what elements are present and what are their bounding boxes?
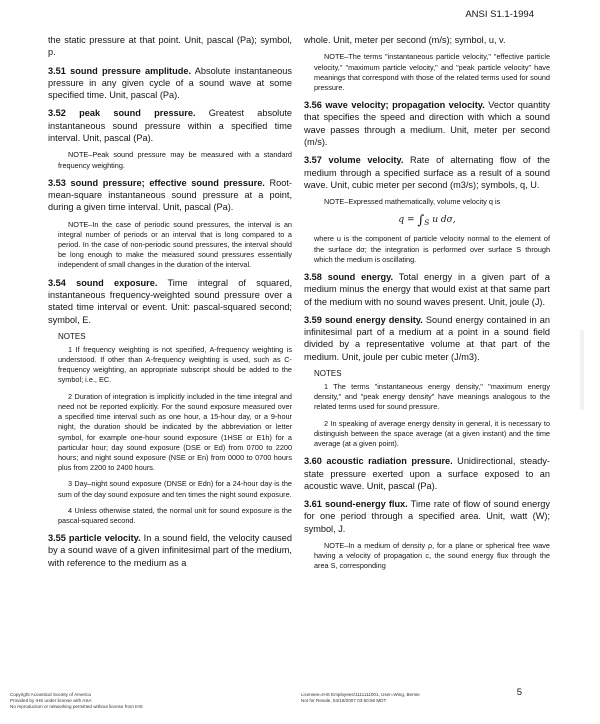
- term-3-60: [304, 455, 550, 492]
- carry-over-text: whole. Unit, meter per second (m/s); symbol, u, v.: [304, 35, 506, 45]
- term-3-56: [304, 99, 550, 148]
- integral-sign: ∫: [417, 213, 425, 229]
- term-heading: 3.52 peak sound pressure.: [48, 108, 196, 119]
- term-heading: 3.60 acoustic radiation pressure.: [304, 456, 453, 467]
- term-heading: 3.61 sound-energy flux.: [304, 499, 408, 510]
- term-definition: Absolute instantaneous pressure in any given cycle of a sound wave at some specified time. Unit, pascal (Pa).: [48, 65, 292, 101]
- note-2: 2 Duration of integration is implicitly included in the time integral and need not be reported explicitly. For the sound exposure measured over a specified time interval such as one hour, a 15-hour day, or a 9-hour night, the duration should be indicated by the abbreviation or letter symbol, for example one-hour sound exposure (1HSE or E1h) for a particular hour; day sound exposure (DSE or Ed) from 0700 to 2200 hours; and night sound exposure (NSE or En) from 0000 to 0700 hours plus from 2200 to 2400 hours.: [58, 391, 292, 473]
- term-heading: 3.55 particle velocity.: [48, 533, 141, 544]
- term-definition: Rate of alternating flow of the medium through a specified surface as a result of a sound wave. Unit, cubic meter per second (m3/s); symbols, q, U.: [304, 155, 550, 190]
- term-3-53: [48, 177, 292, 214]
- carry-over-text: the static pressure at that point. Unit, pascal (Pa); symbol, p.: [48, 35, 292, 58]
- term-3-55: [48, 532, 292, 569]
- note-4: 4 Unless otherwise stated, the normal unit for sound exposure is the pascal-squared second.: [58, 505, 292, 525]
- term-definition: Vector quantity that specifies the speed and direction with which a sound wave passes through a medium. Unit, meter per second (m/s).: [304, 100, 550, 147]
- note: NOTE–The terms "instantaneous particle velocity," "effective particle velocity," "maximum particle velocity," and "peak particle velocity" have meanings that correspond with those of the related terms used for sound pressure.: [314, 52, 550, 92]
- notes-heading: NOTES: [58, 331, 86, 341]
- term-definition: Total energy in a given part of a medium minus the energy that would exist at that same part of the medium with no sound waves present. Unit, joule (J).: [304, 272, 550, 307]
- term-heading: 3.56 wave velocity; propagation velocity.: [304, 100, 485, 111]
- notes-heading: NOTES: [314, 369, 342, 379]
- term-heading: 3.58 sound energy.: [304, 272, 394, 282]
- term-3-51: [48, 65, 292, 102]
- note: NOTE–Peak sound pressure may be measured with a standard frequency weighting.: [58, 150, 292, 170]
- note-2: 2 In speaking of average energy density in general, it is necessary to distinguish between the space average (at a given instant) and the time average (at a given point).: [314, 418, 550, 449]
- note-continuation: where u is the component of particle velocity normal to the element of the surface dσ; the integration is performed over surface S through which the medium is oscillating.: [314, 234, 550, 264]
- term-heading: 3.59 sound energy density.: [304, 314, 423, 325]
- term-heading: 3.57 volume velocity.: [304, 155, 404, 166]
- term-definition: Unidirectional, steady-state pressure exerted upon a surface exposed to an acoustic wave. Unit, pascal (Pa).: [304, 456, 550, 491]
- term-definition: Time integral of squared, instantaneous frequency-weighted sound pressure over a stated time interval or event. Unit: pascal-squared second; symbol, E.: [48, 277, 292, 325]
- page-number: 5: [516, 687, 522, 698]
- license-line: Not for Resale, 04/18/2007 03:50:56 MDT: [301, 697, 387, 703]
- scan-artifact: [580, 330, 584, 410]
- term-definition: Greatest absolute instantaneous sound pressure within a specified time interval. Unit, pascal (Pa).: [48, 108, 292, 144]
- note-1: 1 If frequency weighting is not specified, A-frequency weighting is understood. If other than A-frequency weighting is used, such as C-frequency weighting, an appropriate subscript should be added to the symbol; i.e., EC.: [58, 344, 292, 385]
- term-3-52: [48, 107, 292, 144]
- term-3-57: [304, 154, 550, 191]
- term-definition: Root-mean-square instantaneous sound pressure at a point, during a given time interval. Unit, pascal (Pa).: [48, 177, 292, 213]
- note: NOTE–Expressed mathematically, volume velocity q is: [324, 197, 501, 207]
- copyright-line: Provided by IHS under license with ASA: [10, 697, 92, 703]
- term-3-54: [48, 277, 292, 326]
- term-definition: Sound energy contained in an infinitesimal part of a medium at a point in a sound field divided by a representative volume at that part of the medium. Unit, joule per cubic meter (J/m3).: [304, 314, 550, 362]
- term-3-59: [304, 314, 550, 363]
- term-3-58: [304, 271, 550, 308]
- note-1: 1 The terms "instantaneous energy density," "maximum energy density," and "peak energy density" have meanings analogous to the related terms used for sound pressure.: [314, 382, 550, 412]
- term-definition: In a sound field, the velocity caused by a sound wave of a given infinitesimal part of the medium, with reference to the medium as a: [48, 533, 292, 568]
- term-heading: 3.54 sound exposure.: [48, 277, 158, 288]
- license-line: Licensee=IHS Employees/1111111001, User=Wing, Bernie: [301, 692, 420, 697]
- term-3-61: [304, 498, 550, 535]
- copyright-footer: [10, 692, 230, 709]
- equation-rhs: u dσ,: [429, 215, 456, 226]
- license-footer: [301, 692, 501, 704]
- standard-identifier: ANSI S1.1-1994: [465, 9, 534, 20]
- copyright-line: No reproduction or networking permitted without license from IHS: [10, 703, 143, 709]
- note-3: 3 Day–night sound exposure (DNSE or Edn) for a 24-hour day is the sum of the day sound exposure and ten times the night sound exposure.: [58, 479, 292, 499]
- right-column: [304, 34, 550, 578]
- copyright-line: Copyright Acoustical Society of America: [10, 692, 91, 697]
- term-heading: 3.53 sound pressure; effective sound pressure.: [48, 177, 265, 188]
- term-heading: 3.51 sound pressure amplitude.: [48, 65, 191, 76]
- integral-subscript: S: [424, 218, 430, 228]
- volume-velocity-equation: [304, 213, 550, 228]
- note: NOTE–In the case of periodic sound pressures, the interval is an integral number of periods or an interval that is long compared to a period. In the case of non-periodic sound pressures, the interval should be long enough to make the measured sound pressures essentially independent of small changes in the duration of the interval.: [58, 219, 292, 270]
- left-column: [48, 34, 292, 575]
- term-definition: Time rate of flow of sound energy for one period through a specified area. Unit, watt (W); symbol, J.: [304, 499, 550, 534]
- equation-lhs: q =: [398, 215, 418, 226]
- note: NOTE–In a medium of density ρ, for a plane or spherical free wave having a velocity of propagation c, the sound energy flux through the area S, corresponding: [314, 541, 550, 571]
